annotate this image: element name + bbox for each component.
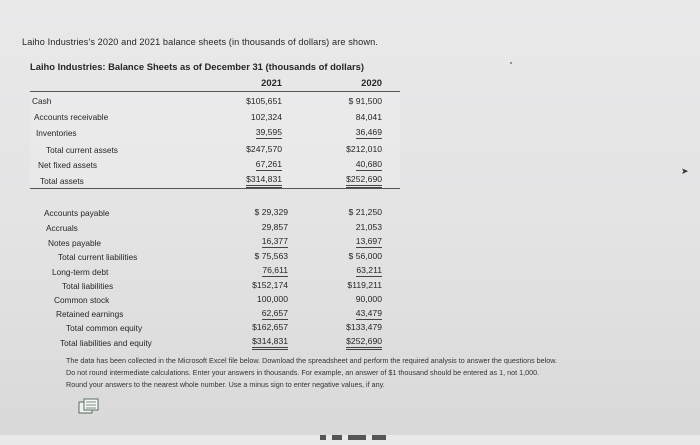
cell-ta-2020: $252,690 <box>346 174 382 188</box>
excel-file-icon[interactable] <box>78 398 100 414</box>
cell-tl-2020: $119,211 <box>347 280 382 290</box>
cell-tcl-2020: $ 56,000 <box>348 251 382 261</box>
cell-inv-2020: 36,469 <box>355 127 382 137</box>
cursor-dot <box>510 62 512 64</box>
row-label-total-assets: Total assets <box>40 176 84 186</box>
instructions-line-1: The data has been collected in the Microsoft Excel file below. Download the spreadsheet and perform the required analysis to answer the questions below. <box>66 356 558 365</box>
cell-re-2020: 43,479 <box>355 308 382 318</box>
cell-tca-2020: $212,010 <box>346 144 382 154</box>
cell-np-2020: 13,697 <box>355 236 382 246</box>
cell-ar-2020: 84,041 <box>355 112 382 122</box>
cell-tl-2021: $152,174 <box>252 280 288 290</box>
cell-nfa-2021: 67,261 <box>255 159 282 169</box>
cell-cs-2021: 100,000 <box>256 294 288 304</box>
cell-accruals-2020: 21,053 <box>355 222 382 232</box>
row-label-accounts-payable: Accounts payable <box>44 208 110 218</box>
table-top-rule <box>30 91 400 92</box>
cell-cs-2020: 90,000 <box>355 294 382 304</box>
cell-inv-2021: 39,595 <box>255 127 282 137</box>
cell-accruals-2021: 29,857 <box>261 222 288 232</box>
row-label-total-current-assets: Total current assets <box>46 145 118 155</box>
row-label-inventories: Inventories <box>36 128 77 138</box>
cell-re-2021: 62,657 <box>261 308 288 318</box>
cell-ltd-2021: 76,611 <box>262 265 288 275</box>
row-label-net-fixed-assets: Net fixed assets <box>38 160 98 170</box>
row-label-total-liabilities-equity: Total liabilities and equity <box>60 338 152 348</box>
row-label-cash: Cash <box>32 96 52 106</box>
cell-cash-2021: $105,651 <box>246 96 282 106</box>
row-label-notes-payable: Notes payable <box>48 238 102 248</box>
row-label-accruals: Accruals <box>46 223 78 233</box>
row-label-total-liabilities: Total liabilities <box>62 281 114 291</box>
cursor-arrow-icon: ➤ <box>681 166 689 176</box>
cell-ar-2021: 102,324 <box>250 112 282 122</box>
row-label-retained-earnings: Retained earnings <box>56 309 124 319</box>
cell-ltd-2020: 63,211 <box>356 265 382 275</box>
instructions <box>66 355 686 391</box>
cell-ap-2020: $ 21,250 <box>348 207 382 217</box>
cut-off-text-fragment <box>318 427 390 435</box>
cell-tce-2020: $133,479 <box>346 322 382 332</box>
cell-np-2021: 16,377 <box>261 236 288 246</box>
col-header-2021: 2021 <box>261 77 282 88</box>
cell-tle-2021: $314,831 <box>252 336 288 350</box>
cell-cash-2020: $ 91,500 <box>348 96 382 106</box>
cell-ap-2021: $ 29,329 <box>254 207 288 217</box>
cell-tce-2021: $162,657 <box>252 322 288 332</box>
row-label-common-stock: Common stock <box>54 295 110 305</box>
cell-tcl-2021: $ 75,563 <box>254 251 288 261</box>
cell-nfa-2020: 40,680 <box>355 159 382 169</box>
row-label-accounts-receivable: Accounts receivable <box>34 112 109 122</box>
cell-tca-2021: $247,570 <box>246 144 282 154</box>
instructions-line-3: Round your answers to the nearest whole number. Use a minus sign to enter negative values, if any. <box>66 380 385 389</box>
row-label-total-common-equity: Total common equity <box>66 323 143 333</box>
table-title: Laiho Industries: Balance Sheets as of December 31 (thousands of dollars) <box>30 61 364 72</box>
assets-bottom-rule <box>30 188 400 189</box>
intro-text: Laiho Industries's 2020 and 2021 balance sheets (in thousands of dollars) are shown. <box>22 37 378 47</box>
row-label-long-term-debt: Long-term debt <box>52 267 109 277</box>
row-label-total-current-liabilities: Total current liabilities <box>58 252 138 262</box>
cell-tle-2020: $252,690 <box>346 336 382 350</box>
instructions-line-2: Do not round intermediate calculations. Enter your answers in thousands. For example, an answer of $1 thousand should be entered as 1, not 1,000. <box>66 368 540 377</box>
col-header-2020: 2020 <box>361 77 382 88</box>
cell-ta-2021: $314,831 <box>246 174 282 188</box>
